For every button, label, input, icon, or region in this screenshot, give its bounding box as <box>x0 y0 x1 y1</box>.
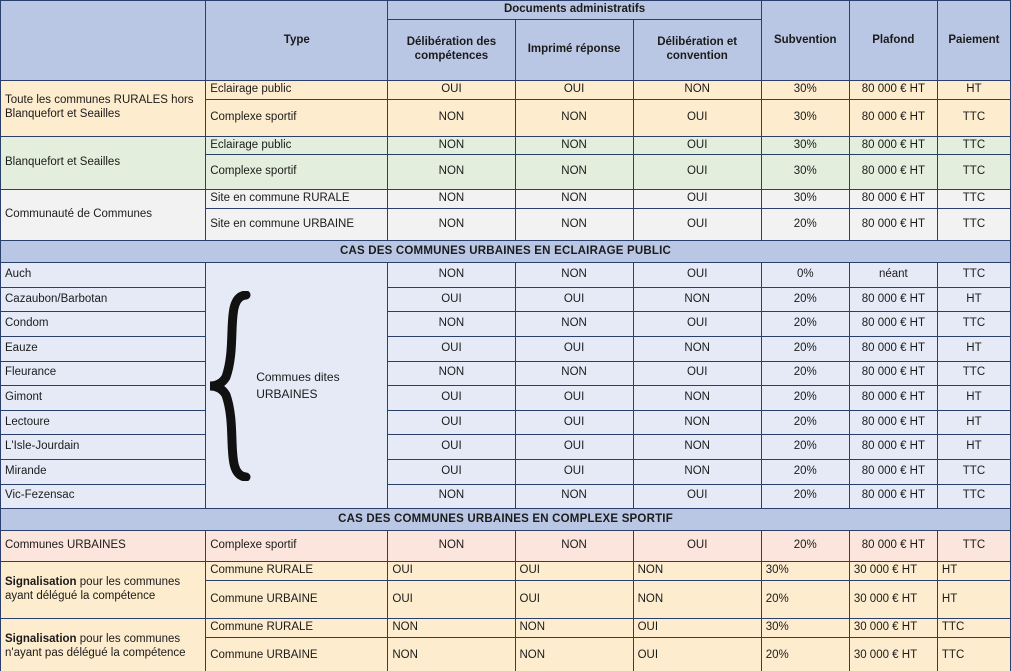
row-plafond: 30 000 € HT <box>849 580 937 618</box>
row-delib-conv: OUI <box>633 531 761 562</box>
commune-name: Vic-Fezensac <box>1 484 206 509</box>
row-subvention: 20% <box>761 386 849 411</box>
row-plafond: 80 000 € HT <box>849 410 937 435</box>
row-delib-conv: OUI <box>633 618 761 637</box>
brace-label: Commues dites URBAINES <box>256 370 340 401</box>
row-imprime: NON <box>515 190 633 209</box>
row-imprime: NON <box>515 209 633 241</box>
commune-name: Lectoure <box>1 410 206 435</box>
row-delib-comp: OUI <box>388 386 515 411</box>
section-band-eclairage <box>1 241 1011 263</box>
row-plafond: 80 000 € HT <box>849 99 937 136</box>
band-label-eclairage: CAS DES COMMUNES URBAINES EN ECLAIRAGE PUBLIC <box>1 241 1011 263</box>
group-label-communes-urbaines: Communes URBAINES <box>1 531 206 562</box>
row-paiement: HT <box>937 287 1010 312</box>
row-type: Site en commune RURALE <box>206 190 388 209</box>
signalisation-bold-label: Signalisation <box>5 576 77 589</box>
header-deliberation-convention: Délibération et convention <box>633 19 761 80</box>
row-subvention: 20% <box>761 209 849 241</box>
row-subvention: 20% <box>761 459 849 484</box>
row-paiement: TTC <box>937 361 1010 386</box>
table-row <box>1 435 1011 460</box>
row-paiement: TTC <box>937 263 1010 288</box>
row-imprime: OUI <box>515 336 633 361</box>
row-delib-comp: OUI <box>388 435 515 460</box>
row-subvention: 20% <box>761 361 849 386</box>
row-plafond: 80 000 € HT <box>849 531 937 562</box>
group-label-rurales: Toute les communes RURALES hors Blanquefort et Seailles <box>1 80 206 136</box>
row-plafond: 80 000 € HT <box>849 435 937 460</box>
row-plafond: 80 000 € HT <box>849 312 937 337</box>
row-delib-conv: NON <box>633 336 761 361</box>
row-delib-comp: NON <box>388 155 515 190</box>
row-imprime: OUI <box>515 386 633 411</box>
row-subvention: 20% <box>761 580 849 618</box>
commune-name: Condom <box>1 312 206 337</box>
group-label-signalisation-deleguee <box>1 562 206 619</box>
row-type: Eclairage public <box>206 80 388 99</box>
signalisation-rest-label: pour les communes n'ayant pas délégué la compétence <box>5 633 186 659</box>
row-plafond: 80 000 € HT <box>849 155 937 190</box>
section-band-complexe <box>1 509 1011 531</box>
row-imprime: OUI <box>515 435 633 460</box>
row-delib-conv: NON <box>633 80 761 99</box>
header-subvention: Subvention <box>761 1 849 81</box>
row-delib-conv: NON <box>633 287 761 312</box>
curly-brace-icon <box>206 291 263 481</box>
row-paiement: HT <box>937 562 1010 581</box>
commune-name: L'Isle-Jourdain <box>1 435 206 460</box>
row-delib-comp: NON <box>388 190 515 209</box>
row-type: Commune URBAINE <box>206 637 388 671</box>
row-subvention: 30% <box>761 190 849 209</box>
row-delib-conv: OUI <box>633 637 761 671</box>
row-imprime: NON <box>515 531 633 562</box>
row-delib-comp: OUI <box>388 80 515 99</box>
row-subvention: 30% <box>761 80 849 99</box>
table-row <box>1 618 1011 637</box>
row-paiement: TTC <box>937 136 1010 155</box>
row-type: Commune RURALE <box>206 618 388 637</box>
row-plafond: 80 000 € HT <box>849 361 937 386</box>
commune-name: Gimont <box>1 386 206 411</box>
row-imprime: NON <box>515 263 633 288</box>
group-label-communaute: Communauté de Communes <box>1 190 206 241</box>
row-type: Commune RURALE <box>206 562 388 581</box>
row-paiement: HT <box>937 435 1010 460</box>
row-plafond: 80 000 € HT <box>849 484 937 509</box>
row-delib-comp: OUI <box>388 410 515 435</box>
header-plafond: Plafond <box>849 1 937 81</box>
row-type: Complexe sportif <box>206 531 388 562</box>
row-subvention: 20% <box>761 287 849 312</box>
table-row <box>1 484 1011 509</box>
row-paiement: TTC <box>937 618 1010 637</box>
row-subvention: 20% <box>761 336 849 361</box>
header-paiement: Paiement <box>937 1 1010 81</box>
commune-name: Mirande <box>1 459 206 484</box>
row-plafond: 80 000 € HT <box>849 136 937 155</box>
row-subvention: 30% <box>761 562 849 581</box>
row-subvention: 20% <box>761 484 849 509</box>
row-delib-comp: NON <box>388 312 515 337</box>
signalisation-bold-label: Signalisation <box>5 633 77 646</box>
commune-name: Cazaubon/Barbotan <box>1 287 206 312</box>
row-imprime: NON <box>515 637 633 671</box>
header-imprime-reponse: Imprimé réponse <box>515 19 633 80</box>
row-plafond: 80 000 € HT <box>849 190 937 209</box>
row-subvention: 20% <box>761 435 849 460</box>
table-row <box>1 336 1011 361</box>
row-type: Eclairage public <box>206 136 388 155</box>
row-imprime: NON <box>515 99 633 136</box>
row-delib-comp: OUI <box>388 287 515 312</box>
row-delib-conv: NON <box>633 386 761 411</box>
row-paiement: HT <box>937 336 1010 361</box>
row-delib-conv: NON <box>633 562 761 581</box>
row-paiement: TTC <box>937 190 1010 209</box>
row-delib-conv: NON <box>633 459 761 484</box>
row-delib-comp: NON <box>388 209 515 241</box>
row-delib-conv: NON <box>633 435 761 460</box>
row-imprime: NON <box>515 312 633 337</box>
signalisation-rest-label: pour les communes ayant délégué la compétence <box>5 576 181 603</box>
row-subvention: 30% <box>761 618 849 637</box>
row-delib-comp: NON <box>388 263 515 288</box>
row-paiement: TTC <box>937 459 1010 484</box>
band-label-complexe: CAS DES COMMUNES URBAINES EN COMPLEXE SPORTIF <box>1 509 1011 531</box>
row-plafond: 30 000 € HT <box>849 618 937 637</box>
row-delib-comp: OUI <box>388 562 515 581</box>
row-imprime: OUI <box>515 287 633 312</box>
row-type: Commune URBAINE <box>206 580 388 618</box>
row-subvention: 30% <box>761 136 849 155</box>
row-plafond: 30 000 € HT <box>849 637 937 671</box>
row-subvention: 20% <box>761 531 849 562</box>
row-imprime: OUI <box>515 562 633 581</box>
row-plafond: 80 000 € HT <box>849 459 937 484</box>
row-type: Site en commune URBAINE <box>206 209 388 241</box>
row-delib-conv: OUI <box>633 190 761 209</box>
commune-name: Auch <box>1 263 206 288</box>
row-delib-comp: NON <box>388 484 515 509</box>
row-delib-comp: NON <box>388 531 515 562</box>
table-row <box>1 312 1011 337</box>
row-paiement: TTC <box>937 155 1010 190</box>
header-blank-corner <box>1 1 206 81</box>
row-paiement: TTC <box>937 637 1010 671</box>
row-plafond: 80 000 € HT <box>849 287 937 312</box>
row-paiement: TTC <box>937 209 1010 241</box>
row-subvention: 20% <box>761 312 849 337</box>
row-delib-comp: NON <box>388 361 515 386</box>
row-subvention: 30% <box>761 99 849 136</box>
row-imprime: NON <box>515 136 633 155</box>
row-delib-conv: OUI <box>633 312 761 337</box>
group-label-blanquefort: Blanquefort et Seailles <box>1 136 206 190</box>
row-paiement: TTC <box>937 99 1010 136</box>
table-row <box>1 80 1011 99</box>
header-type: Type <box>206 1 388 81</box>
row-imprime: NON <box>515 484 633 509</box>
row-imprime: NON <box>515 155 633 190</box>
row-subvention: 0% <box>761 263 849 288</box>
row-subvention: 20% <box>761 410 849 435</box>
row-delib-comp: NON <box>388 637 515 671</box>
row-subvention: 30% <box>761 155 849 190</box>
row-paiement: TTC <box>937 531 1010 562</box>
row-delib-comp: OUI <box>388 580 515 618</box>
row-delib-conv: OUI <box>633 155 761 190</box>
row-plafond: néant <box>849 263 937 288</box>
row-subvention: 20% <box>761 637 849 671</box>
table-row <box>1 361 1011 386</box>
table-row <box>1 459 1011 484</box>
table-row <box>1 562 1011 581</box>
commune-name: Eauze <box>1 336 206 361</box>
row-delib-comp: OUI <box>388 459 515 484</box>
row-delib-comp: NON <box>388 99 515 136</box>
row-paiement: HT <box>937 80 1010 99</box>
row-imprime: OUI <box>515 580 633 618</box>
header-documents-administratifs: Documents administratifs <box>388 1 761 20</box>
table-row <box>1 190 1011 209</box>
row-delib-conv: OUI <box>633 136 761 155</box>
table-row <box>1 531 1011 562</box>
row-paiement: HT <box>937 386 1010 411</box>
row-type: Complexe sportif <box>206 155 388 190</box>
table-row <box>1 263 1011 288</box>
group-label-signalisation-non-deleguee <box>1 618 206 671</box>
row-paiement: HT <box>937 410 1010 435</box>
brace-group-urbaines <box>206 263 388 509</box>
commune-name: Fleurance <box>1 361 206 386</box>
table-row <box>1 287 1011 312</box>
row-paiement: HT <box>937 580 1010 618</box>
row-delib-comp: NON <box>388 618 515 637</box>
row-plafond: 30 000 € HT <box>849 562 937 581</box>
row-paiement: TTC <box>937 484 1010 509</box>
row-paiement: TTC <box>937 312 1010 337</box>
row-delib-comp: OUI <box>388 336 515 361</box>
row-delib-conv: OUI <box>633 263 761 288</box>
row-plafond: 80 000 € HT <box>849 80 937 99</box>
row-type: Complexe sportif <box>206 99 388 136</box>
row-imprime: NON <box>515 361 633 386</box>
row-delib-conv: OUI <box>633 209 761 241</box>
table-row <box>1 386 1011 411</box>
row-plafond: 80 000 € HT <box>849 386 937 411</box>
table-header-row-1 <box>1 1 1011 20</box>
row-plafond: 80 000 € HT <box>849 336 937 361</box>
row-delib-conv: OUI <box>633 361 761 386</box>
row-imprime: OUI <box>515 459 633 484</box>
header-deliberation-competences: Délibération des compétences <box>388 19 515 80</box>
row-delib-conv: NON <box>633 580 761 618</box>
row-plafond: 80 000 € HT <box>849 209 937 241</box>
row-delib-conv: NON <box>633 410 761 435</box>
row-imprime: NON <box>515 618 633 637</box>
row-delib-conv: OUI <box>633 484 761 509</box>
row-imprime: OUI <box>515 410 633 435</box>
row-delib-comp: NON <box>388 136 515 155</box>
table-row <box>1 410 1011 435</box>
table-row <box>1 136 1011 155</box>
row-delib-conv: OUI <box>633 99 761 136</box>
row-imprime: OUI <box>515 80 633 99</box>
